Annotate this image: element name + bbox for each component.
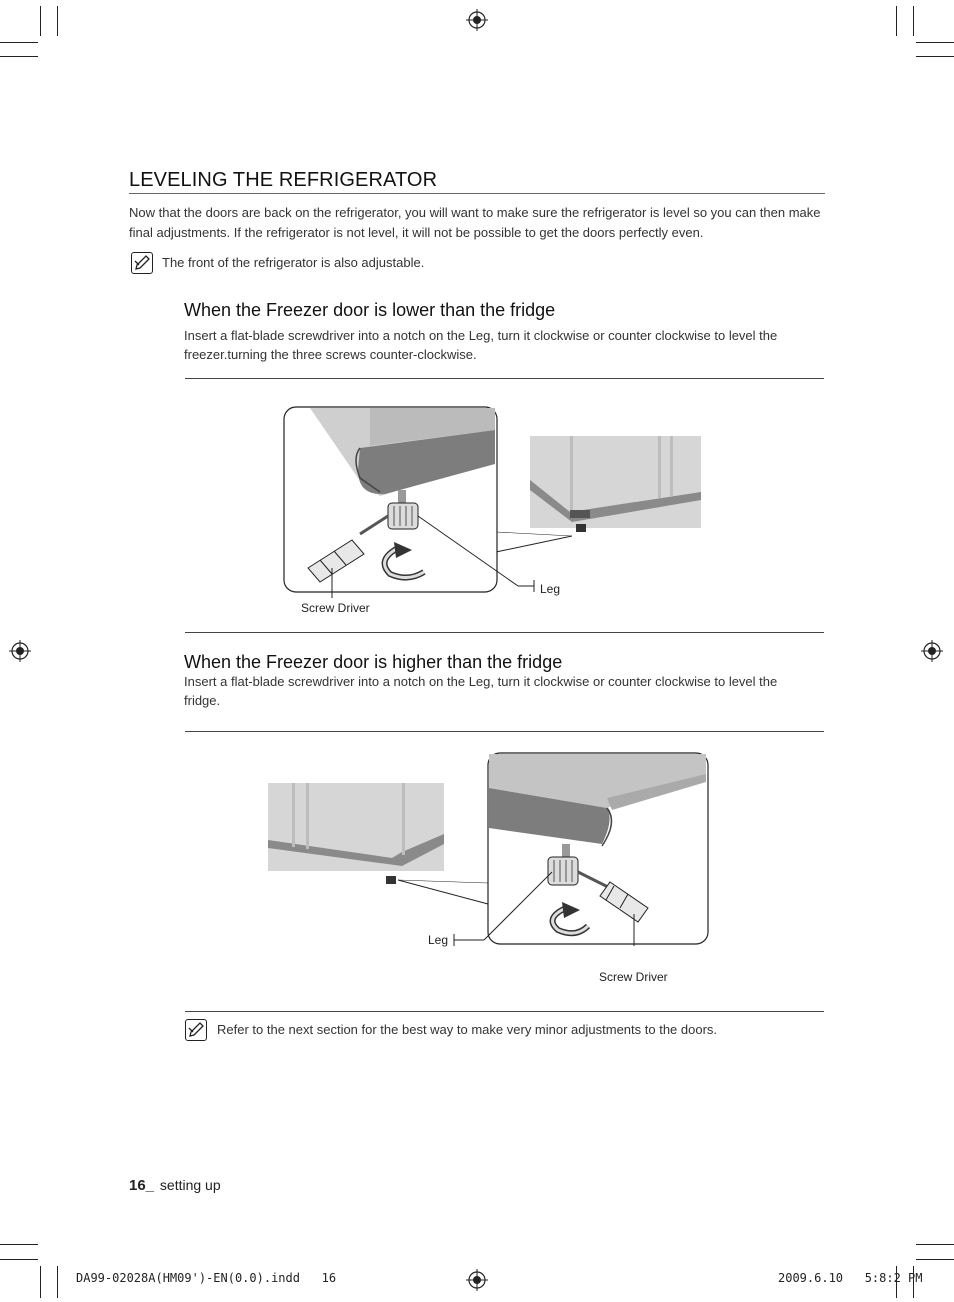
print-timestamp: 2009.6.10 5:8:2 PM (778, 1271, 923, 1285)
note-text: The front of the refrigerator is also adjustable. (162, 255, 425, 270)
page-section: setting up (159, 1177, 221, 1193)
crop-mark (916, 56, 954, 57)
crop-mark (57, 1266, 58, 1298)
leg-label: Leg (540, 582, 561, 596)
registration-mark-icon (921, 640, 943, 662)
refrigerator-overview (268, 783, 444, 884)
print-file-info: DA99-02028A(HM09')-EN(0.0).indd 16 (76, 1271, 337, 1285)
section-body: Insert a flat-blade screwdriver into a notch on the Leg, turn it clockwise or counter clockwise to level the freezer.turning the three screws counter-clockwise. (184, 328, 778, 362)
divider (185, 632, 824, 633)
crop-mark (916, 1244, 954, 1245)
crop-mark (40, 6, 41, 36)
crop-mark (0, 1244, 38, 1245)
crop-mark (57, 6, 58, 36)
crop-mark (916, 42, 954, 43)
leg-label: Leg (428, 933, 449, 947)
section-heading: When the Freezer door is lower than the fridge (184, 300, 556, 320)
screwdriver-label: Screw Driver (599, 970, 668, 984)
crop-mark (40, 1266, 41, 1298)
crop-mark (0, 1259, 38, 1260)
divider (185, 378, 824, 379)
note-pencil-icon (131, 252, 153, 274)
refrigerator-overview (530, 436, 701, 532)
divider (185, 1011, 824, 1012)
crop-mark (0, 56, 38, 57)
registration-mark-icon (466, 9, 488, 31)
note-pencil-icon (185, 1019, 207, 1041)
crop-mark (0, 42, 38, 43)
page-title: LEVELING THE REFRIGERATOR (129, 168, 825, 194)
divider (185, 731, 824, 732)
crop-mark (913, 6, 914, 36)
note-text: Refer to the next section for the best way to make very minor adjustments to the doors. (217, 1022, 718, 1037)
section-body: Insert a flat-blade screwdriver into a notch on the Leg, turn it clockwise or counter clockwise to level the fridge. (184, 674, 778, 708)
registration-mark-icon (9, 640, 31, 662)
page-footer (129, 1177, 221, 1194)
intro-paragraph: Now that the doors are back on the refrigerator, you will want to make sure the refrigerator is level so you can then make final adjustments. If the refrigerator is not level, it will not be possible to get the doors perfectly even. (129, 205, 821, 240)
section-heading: When the Freezer door is higher than the fridge (184, 652, 563, 672)
crop-mark (896, 6, 897, 36)
page-number: 16_ (129, 1177, 155, 1194)
screwdriver-label: Screw Driver (301, 601, 370, 615)
crop-mark (916, 1259, 954, 1260)
leveling-illustration-higher (262, 748, 714, 948)
leveling-illustration-lower (280, 400, 710, 625)
registration-mark-icon (466, 1269, 488, 1291)
